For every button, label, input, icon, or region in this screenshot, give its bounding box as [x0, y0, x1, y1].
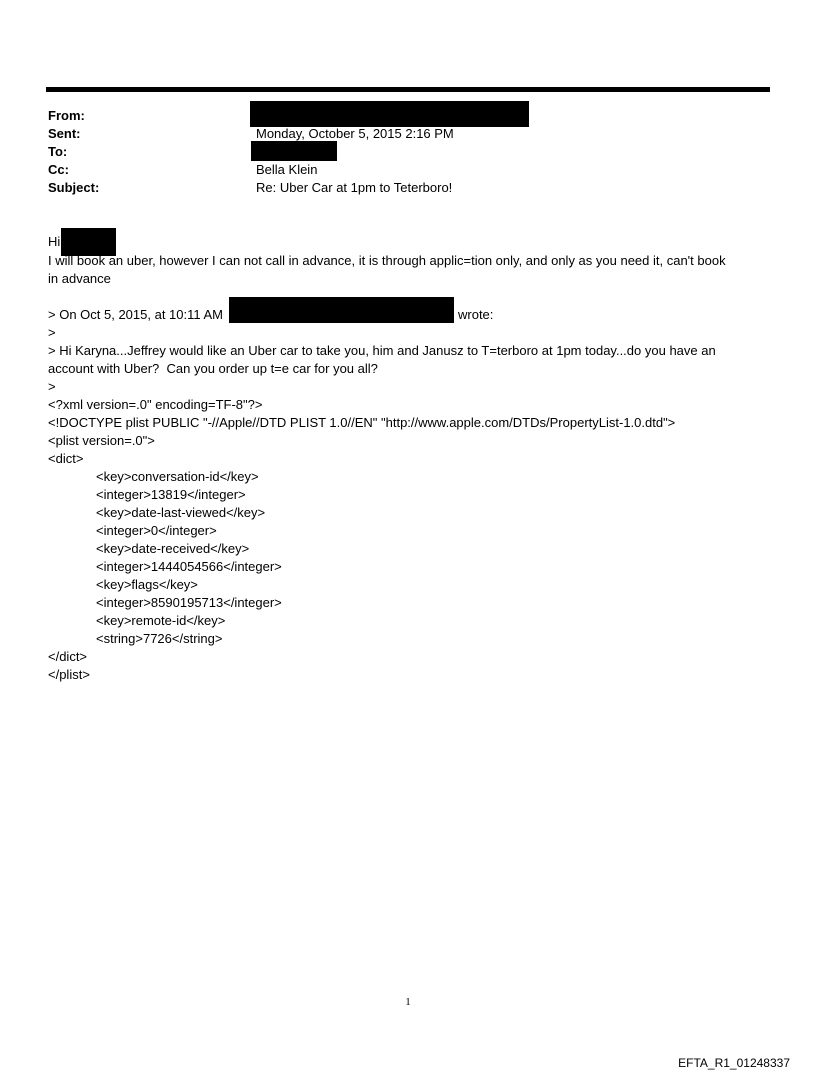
plist-entry: <key>remote-id</key>: [96, 613, 226, 628]
sent-row: [48, 125, 768, 143]
reply-line-1: I will book an uber, however I can not call in advance, it is through applic=tion only, and only as you need it, can't book: [48, 253, 726, 268]
to-label: To:: [48, 144, 68, 159]
redaction-sender: [229, 297, 454, 323]
subject-label: Subject:: [48, 180, 100, 195]
redaction-to: [251, 141, 337, 161]
document-id: EFTA_R1_01248337: [678, 1056, 790, 1070]
dict-close-tag: </dict>: [48, 649, 88, 664]
greeting: Hi: [48, 234, 61, 249]
reply-line-2: in advance: [48, 271, 111, 286]
quote-blank-1: >: [48, 325, 56, 340]
plist-entry: <key>date-received</key>: [96, 541, 250, 556]
quote-intro-prefix: > On Oct 5, 2015, at 10:11 AM: [48, 307, 224, 322]
plist-open-tag: <plist version=.0">: [48, 433, 155, 448]
to-row: [48, 143, 768, 161]
dict-open-tag: <dict>: [48, 451, 84, 466]
page-number: 1: [405, 996, 411, 1008]
cc-label: Cc:: [48, 162, 69, 177]
plist-entry: <integer>13819</integer>: [96, 487, 246, 502]
sent-value: Monday, October 5, 2015 2:16 PM: [256, 126, 454, 141]
plist-doctype: <!DOCTYPE plist PUBLIC "-//Apple//DTD PLIST 1.0//EN" "http://www.apple.com/DTDs/PropertyList-1.0.dtd">: [48, 415, 676, 430]
plist-entry: <key>flags</key>: [96, 577, 198, 592]
quote-blank-2: >: [48, 379, 56, 394]
redaction-from: [250, 101, 529, 127]
cc-row: [48, 161, 768, 179]
plist-entry: <integer>8590195713</integer>: [96, 595, 282, 610]
top-rule: [46, 87, 770, 92]
sent-label: Sent:: [48, 126, 81, 141]
quote-line-2: account with Uber? Can you order up t=e car for you all?: [48, 361, 378, 376]
plist-entry: <key>date-last-viewed</key>: [96, 505, 266, 520]
quote-intro-suffix: wrote:: [458, 307, 494, 322]
plist-entry: <integer>1444054566</integer>: [96, 559, 282, 574]
cc-value: Bella Klein: [256, 162, 318, 177]
plist-entry: <key>conversation-id</key>: [96, 469, 259, 484]
plist-entry: <string>7726</string>: [96, 631, 223, 646]
xml-declaration: <?xml version=.0" encoding=TF-8"?>: [48, 397, 263, 412]
subject-value: Re: Uber Car at 1pm to Teterboro!: [256, 180, 453, 195]
plist-entry: <integer>0</integer>: [96, 523, 217, 538]
plist-close-tag: </plist>: [48, 667, 90, 682]
from-label: From:: [48, 108, 85, 123]
subject-row: [48, 179, 768, 197]
quote-line-1: > Hi Karyna...Jeffrey would like an Uber car to take you, him and Janusz to T=terboro at 1pm today...do you have an: [48, 343, 716, 358]
